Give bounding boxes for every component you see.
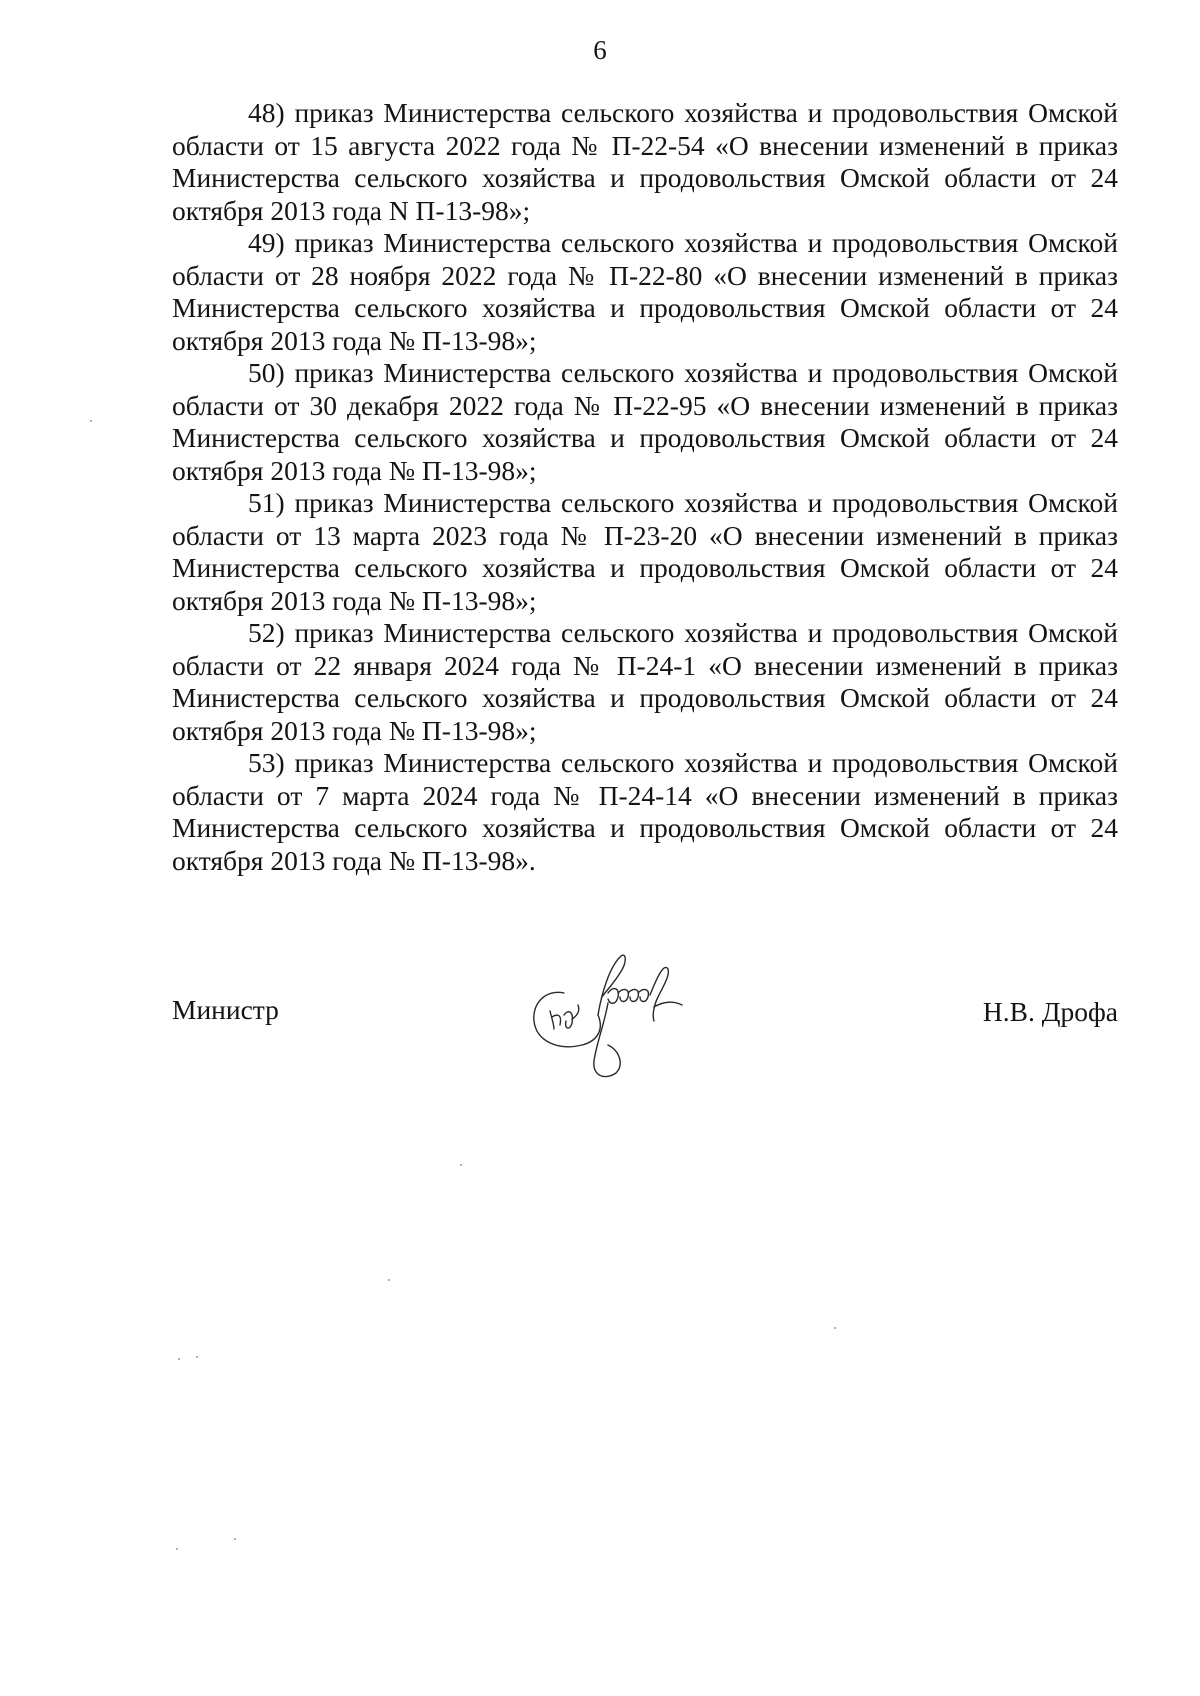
page-number: 6 [593,35,607,65]
signature-block [172,925,1118,1085]
list-item: 49) приказ Министерства сельского хозяйства и продовольствия Омской области от 28 ноября 2022 года № П-22-80 «О внесении изменений в приказ Министерства сельского хозяйства и продовольствия Омской области от 24 октября 2013 года № П-13-98»; [172,227,1118,356]
list-item: 51) приказ Министерства сельского хозяйства и продовольствия Омской области от 13 марта 2023 года № П-23-20 «О внесении изменений в приказ Министерства сельского хозяйства и продовольствия Омской области от 24 октября 2013 года № П-13-98»; [172,487,1118,616]
list-item: 52) приказ Министерства сельского хозяйства и продовольствия Омской области от 22 января 2024 года № П-24-1 «О внесении изменений в приказ Министерства сельского хозяйства и продовольствия Омской области от 24 октября 2013 года № П-13-98»; [172,617,1118,746]
list-item: 48) приказ Министерства сельского хозяйства и продовольствия Омской области от 15 августа 2022 года № П-22-54 «О внесении изменений в приказ Министерства сельского хозяйства и продовольствия Омской области от 24 октября 2013 года N П-13-98»; [172,97,1118,226]
list-item: 53) приказ Министерства сельского хозяйства и продовольствия Омской области от 7 марта 2024 года № П-24-14 «О внесении изменений в приказ Министерства сельского хозяйства и продовольствия Омской области от 24 октября 2013 года № П-13-98». [172,747,1118,876]
signatory-title: Министр [172,994,279,1025]
handwritten-signature [524,945,714,1085]
signatory-name: Н.В. Дрофа [982,996,1118,1027]
order-list [172,97,1118,877]
list-item: 50) приказ Министерства сельского хозяйства и продовольствия Омской области от 30 декабря 2022 года № П-22-95 «О внесении изменений в приказ Министерства сельского хозяйства и продовольствия Омской области от 24 октября 2013 года № П-13-98»; [172,357,1118,486]
